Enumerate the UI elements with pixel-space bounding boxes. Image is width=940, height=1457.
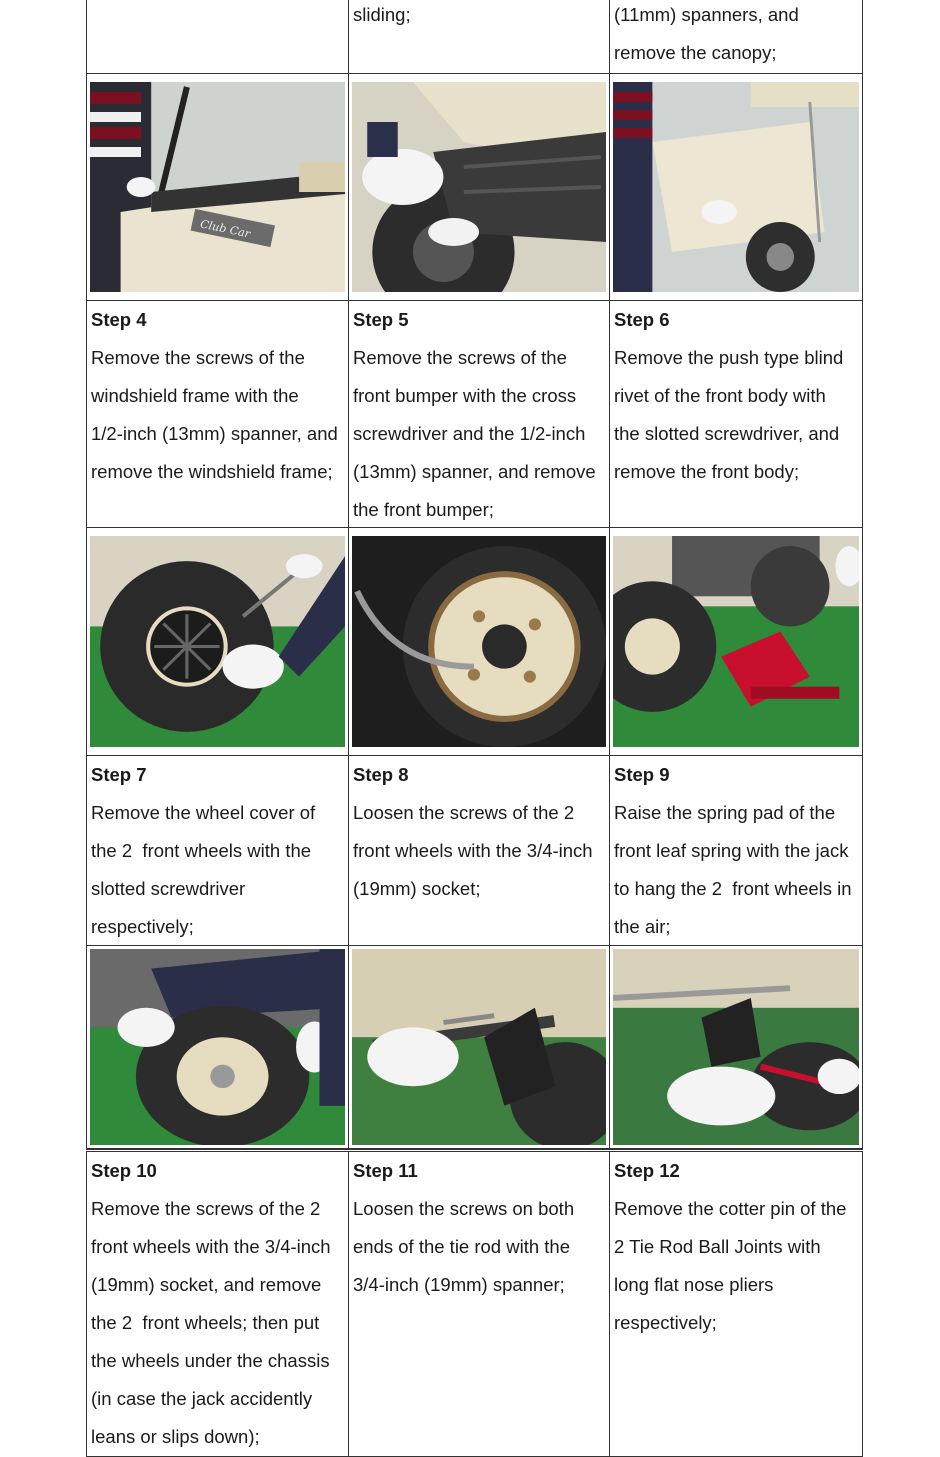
step-8-cell bbox=[348, 756, 609, 946]
step-12-cell bbox=[609, 1152, 863, 1457]
step-text-line: Remove the cotter pin of the bbox=[614, 1198, 847, 1219]
step-text-line: to hang the 2 front wheels in bbox=[614, 878, 852, 899]
step-title: Step 8 bbox=[353, 764, 409, 785]
instruction-table bbox=[86, 0, 863, 1457]
table-cell bbox=[86, 946, 348, 1149]
step-text-line: respectively; bbox=[91, 916, 194, 937]
wheel-removal-photo bbox=[90, 949, 345, 1145]
step-text-line: ends of the tie rod with the bbox=[353, 1236, 570, 1257]
step-text-line: respectively; bbox=[614, 1312, 717, 1333]
step-title: Step 6 bbox=[614, 309, 670, 330]
step-text-line: (11mm) spanners, and bbox=[614, 4, 799, 25]
step-11-cell bbox=[348, 1152, 609, 1457]
table-row bbox=[86, 946, 863, 1149]
club-car-logo: Club Car bbox=[198, 217, 252, 241]
table-row bbox=[86, 1149, 863, 1457]
step-title: Step 10 bbox=[91, 1160, 157, 1181]
step-title: Step 12 bbox=[614, 1160, 680, 1181]
wheel-socket-photo bbox=[352, 536, 606, 747]
table-cell bbox=[609, 528, 863, 756]
table-cell bbox=[348, 0, 609, 74]
step-text-line: Loosen the screws on both bbox=[353, 1198, 575, 1219]
step-text-line: Remove the push type blind bbox=[614, 347, 844, 368]
step-text-line: front wheels with the 3/4-inch bbox=[91, 1236, 331, 1257]
step-text-line: sliding; bbox=[353, 4, 411, 25]
table-row bbox=[86, 301, 863, 528]
table-row bbox=[86, 0, 863, 74]
step-text-line: the wheels under the chassis bbox=[91, 1350, 330, 1371]
step-10-cell bbox=[86, 1152, 348, 1457]
table-cell bbox=[348, 528, 609, 756]
step-text-line: (19mm) socket, and remove bbox=[91, 1274, 322, 1295]
step-text-line: slotted screwdriver bbox=[91, 878, 246, 899]
step-text-line: the 2 front wheels; then put bbox=[91, 1312, 320, 1333]
step-text-line: screwdriver and the 1/2-inch bbox=[353, 423, 586, 444]
step-title: Step 5 bbox=[353, 309, 409, 330]
step-text-line: Remove the wheel cover of bbox=[91, 802, 316, 823]
table-cell bbox=[609, 946, 863, 1149]
table-cell bbox=[348, 74, 609, 301]
table-row bbox=[86, 528, 863, 756]
front-bumper-photo bbox=[352, 82, 606, 292]
step-title: Step 4 bbox=[91, 309, 147, 330]
table-cell bbox=[86, 0, 348, 74]
step-text-line: Remove the screws of the bbox=[91, 347, 305, 368]
floor-jack-photo bbox=[613, 536, 859, 747]
step-6-cell bbox=[609, 301, 863, 528]
table-cell bbox=[609, 0, 863, 74]
step-title: Step 11 bbox=[353, 1160, 418, 1181]
cotter-pin-pliers-photo bbox=[613, 949, 859, 1145]
step-text-line: front wheels with the 3/4-inch bbox=[353, 840, 593, 861]
step-text-line: Remove the screws of the 2 bbox=[91, 1198, 321, 1219]
step-text-line: remove the windshield frame; bbox=[91, 461, 333, 482]
step-9-cell bbox=[609, 756, 863, 946]
wheel-cover-photo bbox=[90, 536, 345, 747]
step-text-line: Raise the spring pad of the bbox=[614, 802, 836, 823]
step-text-line: 2 Tie Rod Ball Joints with bbox=[614, 1236, 821, 1257]
step-title: Step 9 bbox=[614, 764, 670, 785]
tie-rod-photo bbox=[352, 949, 606, 1145]
step-text-line: remove the front body; bbox=[614, 461, 800, 482]
step-text-line: remove the canopy; bbox=[614, 42, 777, 63]
step-text-line: front bumper with the cross bbox=[353, 385, 577, 406]
table-row bbox=[86, 756, 863, 946]
table-cell bbox=[86, 74, 348, 301]
step-text-line: Remove the screws of the bbox=[353, 347, 567, 368]
step-text-line: Loosen the screws of the 2 bbox=[353, 802, 575, 823]
club-car-windshield-photo bbox=[90, 82, 345, 292]
step-text-line: rivet of the front body with bbox=[614, 385, 826, 406]
step-text-line: long flat nose pliers bbox=[614, 1274, 774, 1295]
table-cell bbox=[86, 528, 348, 756]
step-text-line: (in case the jack accidently bbox=[91, 1388, 313, 1409]
table-cell bbox=[609, 74, 863, 301]
step-7-cell bbox=[86, 756, 348, 946]
step-5-cell bbox=[348, 301, 609, 528]
step-text-line: (13mm) spanner, and remove bbox=[353, 461, 596, 482]
step-text-line: front leaf spring with the jack bbox=[614, 840, 849, 861]
step-4-cell bbox=[86, 301, 348, 528]
front-body-photo bbox=[613, 82, 859, 292]
step-text-line: windshield frame with the bbox=[91, 385, 299, 406]
step-title: Step 7 bbox=[91, 764, 147, 785]
step-text-line: (19mm) socket; bbox=[353, 878, 481, 899]
table-row bbox=[86, 74, 863, 301]
step-text-line: the slotted screwdriver, and bbox=[614, 423, 840, 444]
step-text-line: 3/4-inch (19mm) spanner; bbox=[353, 1274, 565, 1295]
step-text-line: the front bumper; bbox=[353, 499, 494, 520]
step-text-line: the air; bbox=[614, 916, 671, 937]
step-text-line: leans or slips down); bbox=[91, 1426, 260, 1447]
step-text-line: 1/2-inch (13mm) spanner, and bbox=[91, 423, 338, 444]
table-cell bbox=[348, 946, 609, 1149]
step-text-line: the 2 front wheels with the bbox=[91, 840, 312, 861]
